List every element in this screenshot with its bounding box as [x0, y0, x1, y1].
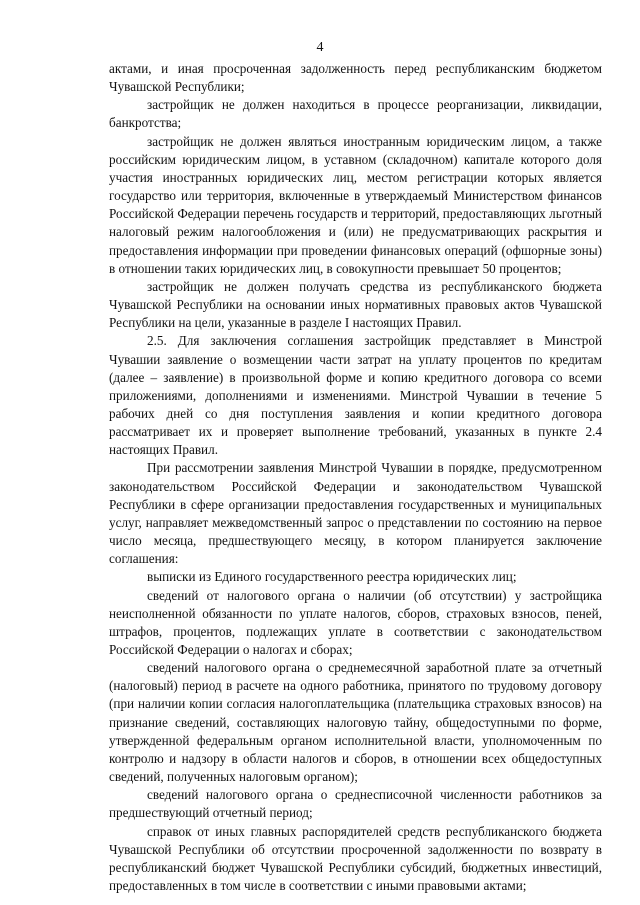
paragraph-list-registry-extract: выписки из Единого государственного реестра юридических лиц;	[147, 569, 517, 585]
paragraph-list-headcount: сведений налогового органа о среднесписочной численности работников за предшествующий отчетный период;	[109, 787, 602, 821]
document-body	[109, 60, 602, 895]
paragraph-continuation: актами, и иная просроченная задолженность перед республиканским бюджетом Чувашской Республики;	[109, 61, 602, 95]
paragraph-list-tax-obligations: сведений от налогового органа о наличии (об отсутствии) у застройщика неисполненной обязанности по уплате налогов, сборов, страховых взносов, пеней, штрафов, процентов, подлежащих уплате в соответствии с законодательством Российской Федерации о налогах и сборах;	[109, 587, 602, 657]
paragraph-interagency-request: При рассмотрении заявления Минстрой Чувашии в порядке, предусмотренном законодательством Российской Федерации и законодательством Чувашской Республики в сфере организации предоставления государственных и муниципальных услуг, направляет межведомственный запрос о представлении по состоянию на первое число месяца, предшествующего месяцу, в котором планируется заключение соглашения:	[109, 460, 602, 567]
paragraph-condition-foreign-entity: застройщик не должен являться иностранным юридическим лицом, а также российским юридическим лицом, в уставном (складочном) капитале которого доля участия иностранных юридических лиц, местом регистрации которых является государство или территория, включенные в утверждаемый Министерством финансов Российской Федерации перечень государств и территорий, предоставляющих льготный налоговый режим налогообложения и (или) не предусматривающих раскрытия и предоставления информации при проведении финансовых операций (офшорные зоны) в отношении таких юридических лиц, в совокупности превышает 50 процентов;	[109, 133, 602, 276]
paragraph-list-average-salary: сведений налогового органа о среднемесячной заработной плате за отчетный (налоговый) период в расчете на одного работника, принятого по трудовому договору (при наличии копии согласия налогоплательщика (плательщика страховых взносов) на признание сведений, составляющих налоговую тайну, общедоступными по форме, утвержденной федеральным органом исполнительной власти, уполномоченным по контролю и надзору в области налогов и сборов, в отношении всех общедоступных сведений, полученных налоговым органом);	[109, 660, 602, 785]
page-number: 4	[316, 40, 324, 55]
paragraph-condition-other-funds: застройщик не должен получать средства из республиканского бюджета Чувашской Республики на основании иных нормативных правовых актов Чувашской Республики на цели, указанные в разделе I настоящих Правил.	[109, 278, 602, 331]
paragraph-clause-2-5: 2.5. Для заключения соглашения застройщик представляет в Минстрой Чувашии заявление о возмещении части затрат на уплату процентов по кредитам (далее – заявление) в произвольной форме и копию кредитного договора со всеми приложениями, дополнениями и изменениями. Минстрой Чувашии в течение 5 рабочих дней со дня поступления заявления и копии кредитного договора рассматривает их и проверяет выполнение требований, указанных в пункте 2.4 настоящих Правил.	[109, 333, 602, 458]
paragraph-condition-reorganization: застройщик не должен находиться в процессе реорганизации, ликвидации, банкротства;	[109, 97, 602, 131]
paragraph-list-budget-certificates: справок от иных главных распорядителей средств республиканского бюджета Чувашской Республики об отсутствии просроченной задолженности по возврату в республиканский бюджет Чувашской Республики субсидий, бюджетных инвестиций, предоставленных в том числе в соответствии с иными правовыми актами;	[109, 823, 602, 894]
